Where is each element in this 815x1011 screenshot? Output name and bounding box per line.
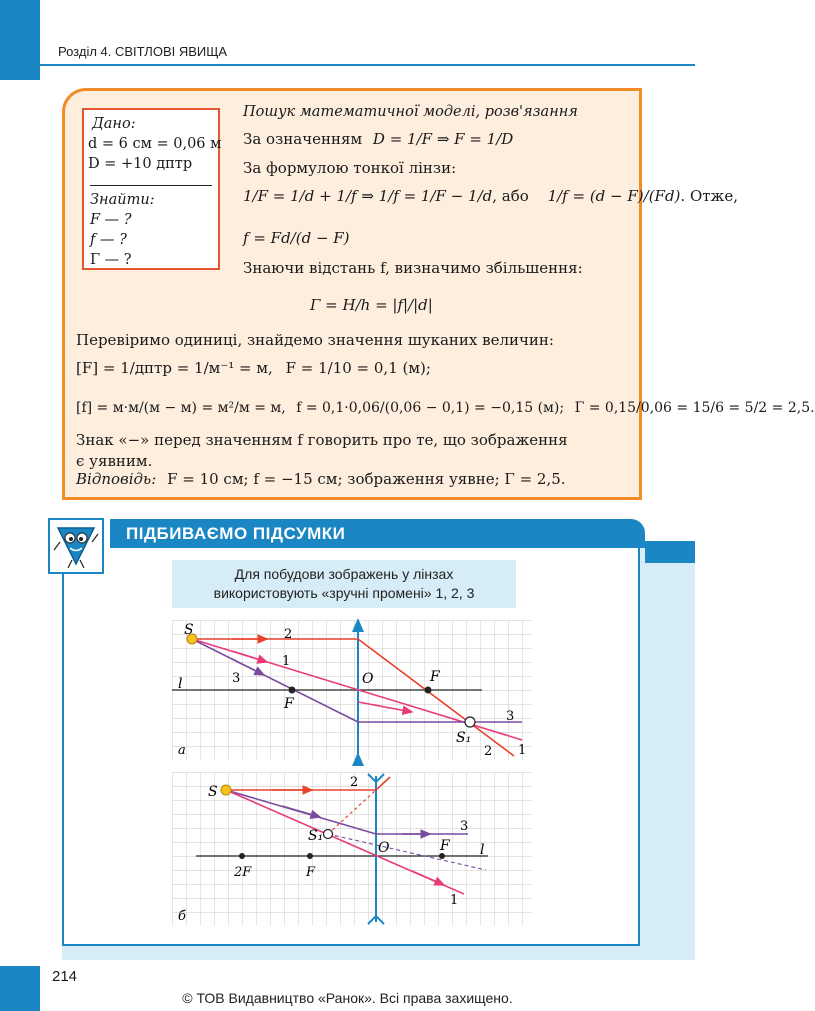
label-S1: S₁ bbox=[456, 730, 472, 746]
header-color-bar bbox=[0, 0, 40, 80]
gamma-formula: Γ = H/h = |f|/|d| bbox=[310, 296, 433, 314]
focus-left bbox=[289, 687, 296, 694]
given-title: Дано: bbox=[92, 116, 136, 132]
image-star bbox=[324, 830, 333, 839]
summary-note bbox=[172, 560, 516, 608]
F-calculation bbox=[76, 358, 431, 379]
f-formula: f = Fd/(d − F) bbox=[243, 229, 350, 247]
check-units-text: Перевіримо одиниці, знайдемо значення шуканих величин: bbox=[76, 331, 554, 349]
therefore-text: . Отже, bbox=[680, 187, 738, 205]
F-value: F = 1/10 = 0,1 (м); bbox=[285, 359, 431, 377]
label-2F: 2F bbox=[234, 865, 252, 880]
answer-label: Відповідь: bbox=[76, 470, 157, 488]
alt-formula: 1/f = (d − F)/(Fd) bbox=[547, 187, 681, 205]
lens-formula-main: 1/F = 1/d + 1/f ⇒ 1/f = 1/F − 1/d bbox=[243, 187, 493, 205]
header-rule bbox=[40, 64, 695, 66]
label-ray-3: 3 bbox=[460, 819, 469, 834]
focus-left bbox=[307, 853, 313, 859]
chapter-title: Розділ 4. СВІТЛОВІ ЯВИЩА bbox=[58, 44, 228, 59]
F-units: [F] = 1/дптр = 1/м⁻¹ = м, bbox=[76, 359, 273, 377]
summary-note-line: використовують «зручні промені» 1, 2, 3 bbox=[213, 585, 475, 601]
given-d: d = 6 см = 0,06 м bbox=[88, 136, 222, 152]
label-F-right: F bbox=[440, 838, 450, 854]
caption-b: б bbox=[178, 909, 186, 924]
given-D: D = +10 дптр bbox=[88, 156, 193, 172]
source-star bbox=[221, 785, 231, 795]
sign-note: Знак «−» перед значенням f говорить про те, що зображення bbox=[76, 431, 568, 449]
double-focus bbox=[239, 853, 245, 859]
label-O: O bbox=[362, 671, 374, 687]
answer-text: F = 10 см; f = −15 см; зображення уявне; Γ = 2,5. bbox=[167, 470, 566, 488]
summary-mascot-icon bbox=[48, 518, 104, 574]
lens-diagram-b bbox=[172, 772, 532, 926]
gamma-value: Γ = 0,15/0,06 = 15/6 = 5/2 = 2,5. bbox=[574, 400, 815, 416]
label-l: l bbox=[480, 842, 485, 858]
definition-text bbox=[243, 129, 513, 150]
label-ray-2: 2 bbox=[350, 775, 359, 790]
label-ray-1: 1 bbox=[450, 893, 459, 908]
label-O: O bbox=[378, 840, 390, 856]
f-value: f = 0,1·0,06/(0,06 − 0,1) = −0,15 (м); bbox=[296, 400, 565, 416]
label-ray-1: 1 bbox=[282, 654, 291, 669]
find-title: Знайти: bbox=[90, 192, 155, 208]
solution-heading: Пошук математичної моделі, розв'язання bbox=[243, 104, 578, 120]
summary-note-line: Для побудови зображень у лінзах bbox=[234, 566, 454, 582]
answer-line bbox=[76, 469, 566, 490]
sign-note: є уявним. bbox=[76, 452, 153, 470]
label-F-left: F bbox=[284, 696, 294, 712]
label-S: S bbox=[208, 784, 218, 800]
label-S: S bbox=[184, 622, 194, 638]
focus-right bbox=[425, 687, 432, 694]
label-ray-2: 2 bbox=[284, 627, 293, 642]
label-S1: S₁ bbox=[308, 828, 324, 844]
caption-a: а bbox=[178, 743, 186, 758]
label-F-left: F bbox=[306, 865, 316, 880]
label-ray-3-out: 3 bbox=[506, 709, 515, 724]
find-item: F — ? bbox=[90, 212, 132, 228]
definition-formula: D = 1/F ⇒ F = 1/D bbox=[372, 130, 514, 148]
given-divider bbox=[90, 185, 212, 186]
label-ray-1-out: 1 bbox=[518, 743, 527, 758]
summary-tab bbox=[645, 541, 695, 563]
label-ray-3: 3 bbox=[232, 671, 241, 686]
label-l: l bbox=[178, 676, 183, 692]
image-star bbox=[465, 717, 475, 727]
summary-title: ПІДБИВАЄМО ПІДСУМКИ bbox=[126, 524, 346, 543]
page-number: 214 bbox=[52, 968, 78, 985]
find-item: Γ — ? bbox=[90, 252, 132, 268]
thin-lens-text: За формулою тонкої лінзи: bbox=[243, 159, 457, 177]
magnification-text: Знаючи відстань f, визначимо збільшення: bbox=[243, 259, 583, 277]
label-ray-2-out: 2 bbox=[484, 744, 493, 759]
f-calculation bbox=[76, 398, 815, 419]
or-text: , або bbox=[492, 187, 529, 205]
find-item: f — ? bbox=[90, 232, 127, 248]
lens-diagram-a bbox=[172, 620, 532, 760]
copyright: © ТОВ Видавництво «Ранок». Всі права захищено. bbox=[182, 990, 513, 1006]
f-units: [f] = м·м/(м − м) = м²/м = м, bbox=[76, 400, 286, 416]
label-F-right: F bbox=[430, 669, 440, 685]
lens-formula bbox=[243, 186, 738, 207]
definition-prefix: За означенням bbox=[243, 130, 363, 148]
